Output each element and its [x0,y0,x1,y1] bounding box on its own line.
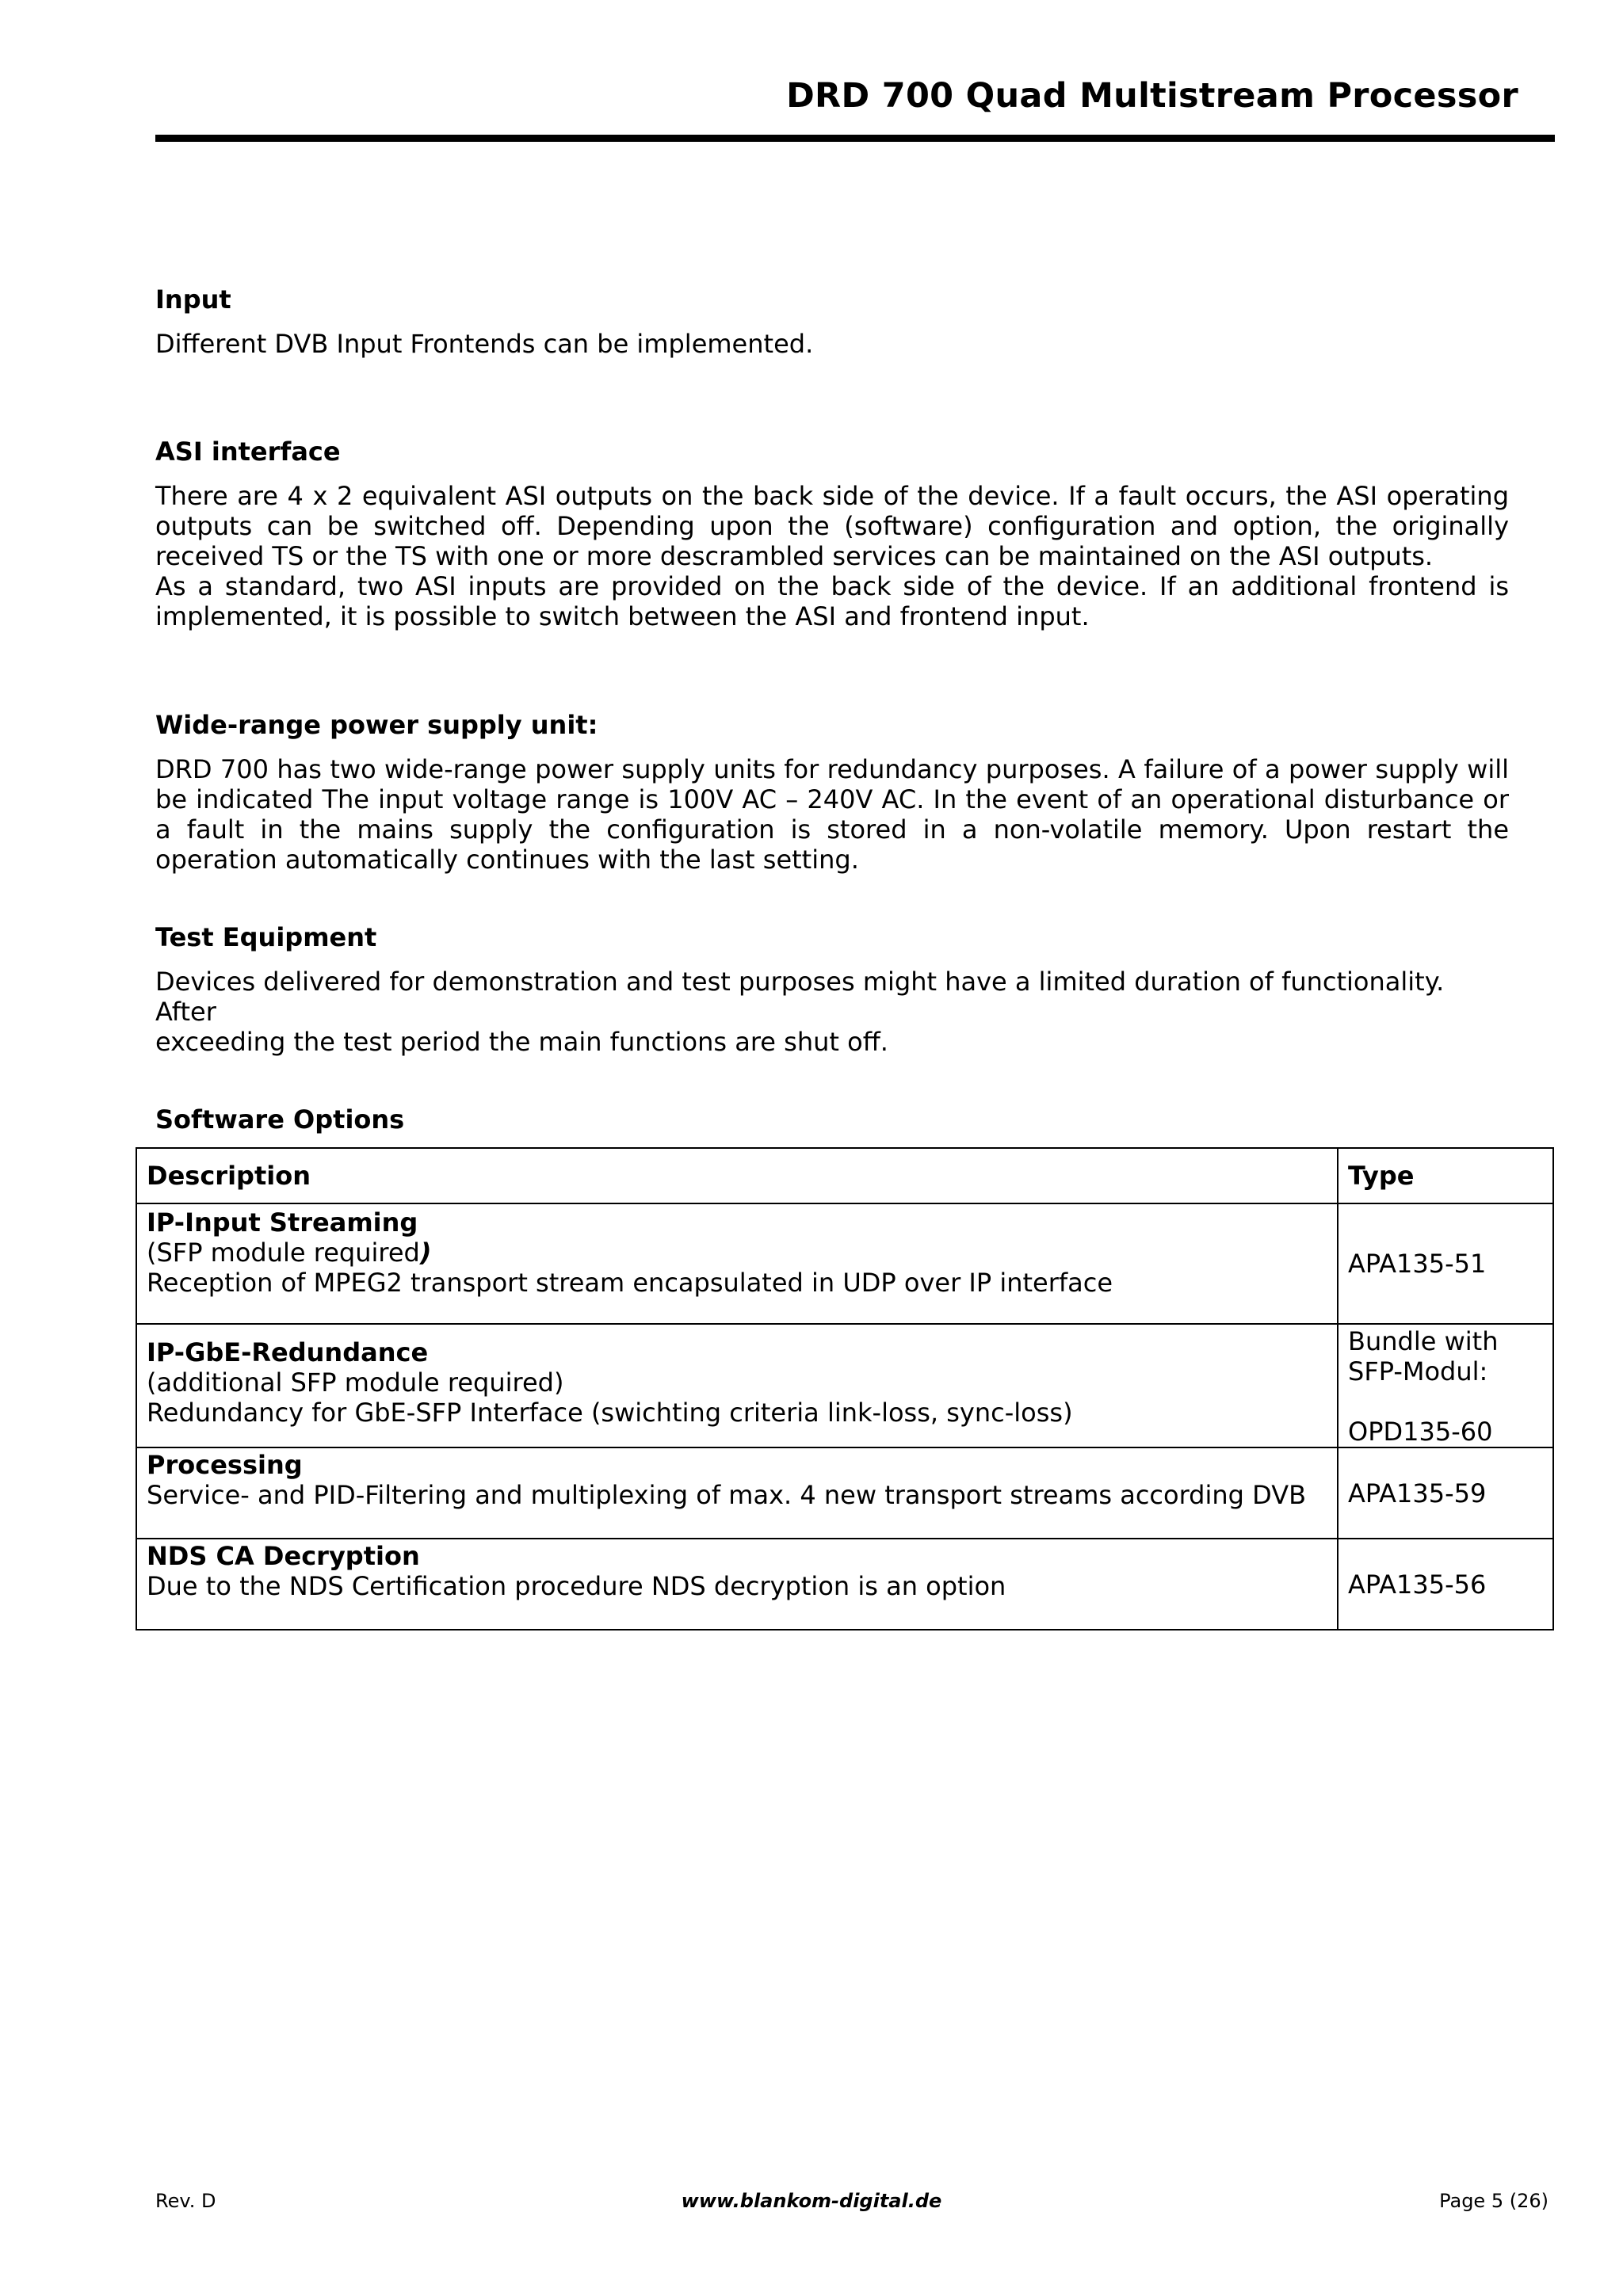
section-heading-software: Software Options [155,1104,405,1135]
section-heading-power: Wide-range power supply unit: [155,710,598,740]
type-cell: APA135-51 [1338,1203,1553,1324]
option-description: Reception of MPEG2 transport stream encapsulated in UDP over IP interface [147,1268,1113,1298]
section-text-asi-1: There are 4 x 2 equivalent ASI outputs on the back side of the device. If a fault occurs, the ASI operating outputs can be switched off. Depending upon the (software) configuration and option, the originally received TS or the TS with one or more descrambled services can be maintained on the ASI outputs. [155,481,1509,571]
table-header-row [136,1148,1553,1203]
type-cell: APA135-59 [1338,1447,1553,1539]
description-cell [136,1203,1338,1324]
description-cell [136,1324,1338,1447]
table-row [136,1324,1553,1447]
description-cell [136,1539,1338,1630]
column-header-description: Description [136,1148,1338,1203]
table-row [136,1203,1553,1324]
table-row [136,1539,1553,1630]
type-cell [1338,1324,1553,1447]
option-title: NDS CA Decryption [147,1541,420,1571]
section-text-test-line-2: exceeding the test period the main functions are shut off. [155,1027,888,1057]
section-input [155,284,1509,359]
option-description: Redundancy for GbE-SFP Interface (swichting criteria link-loss, sync-loss) [147,1398,1073,1428]
footer-page-number: Page 5 (26) [1439,2190,1549,2212]
option-detail: (SFP module required) [147,1238,432,1268]
section-text-test [155,967,1509,1057]
footer-revision: Rev. D [155,2190,216,2212]
section-text-power: DRD 700 has two wide-range power supply units for redundancy purposes. A failure of a power supply will be indicated The input voltage range is 100V AC – 240V AC. In the event of an operational disturbance or a fault in the mains supply the configuration is stored in a non-volatile memory. Upon restart the operation automatically continues with the last setting. [155,754,1509,875]
section-heading-input: Input [155,284,231,315]
section-asi [155,436,1509,631]
section-text-test-line-1: Devices delivered for demonstration and test purposes might have a limited duration of functionality. After [155,967,1445,1027]
section-software [155,1104,1509,1135]
type-line-3: OPD135-60 [1348,1417,1493,1447]
section-text-asi-2: As a standard, two ASI inputs are provided on the back side of the device. If an additional frontend is implemented, it is possible to switch between the ASI and frontend input. [155,571,1509,631]
column-header-type: Type [1338,1148,1553,1203]
option-description: Due to the NDS Certification procedure NDS decryption is an option [147,1571,1006,1601]
option-title: IP-Input Streaming [147,1207,418,1238]
section-heading-test: Test Equipment [155,922,377,952]
option-detail: (additional SFP module required) [147,1367,564,1398]
option-description: Service- and PID-Filtering and multiplexing of max. 4 new transport streams according DVB [147,1480,1307,1510]
footer-website-link[interactable]: www.blankom-digital.de [681,2190,942,2212]
option-title: Processing [147,1450,303,1480]
option-detail-tail: ) [419,1238,432,1268]
option-title: IP-GbE-Redundance [147,1337,429,1367]
type-cell: APA135-56 [1338,1539,1553,1630]
section-test [155,921,1509,1057]
table-row [136,1447,1553,1539]
section-text-input: Different DVB Input Frontends can be implemented. [155,329,814,359]
description-cell [136,1447,1338,1539]
section-power [155,709,1509,875]
type-line-1: Bundle with [1348,1326,1499,1356]
header-rule [155,135,1555,142]
document-title: DRD 700 Quad Multistream Processor [786,76,1518,116]
section-heading-asi: ASI interface [155,437,341,467]
type-line-2: SFP-Modul: [1348,1356,1488,1386]
software-options-table [136,1147,1554,1630]
